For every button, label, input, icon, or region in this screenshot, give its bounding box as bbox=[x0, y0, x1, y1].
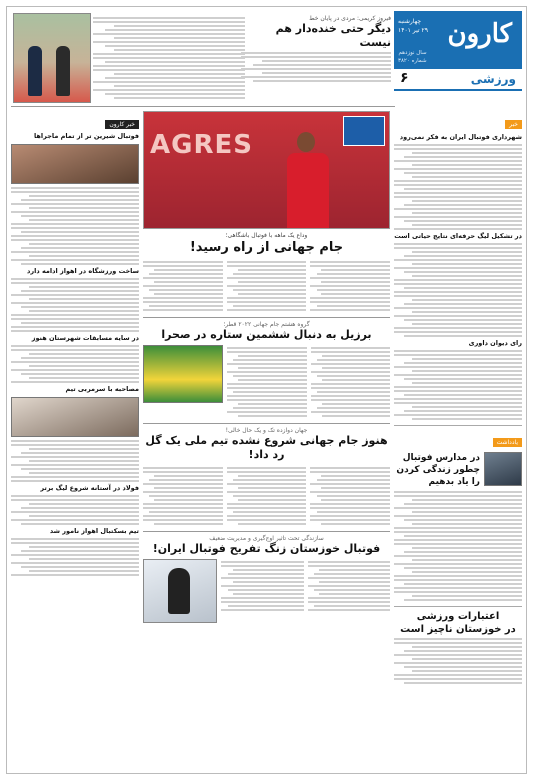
banner-photo bbox=[13, 13, 91, 103]
story-title: فوتبال خوزستان زنگ تفریح فوتبال ایران! bbox=[152, 542, 381, 555]
story-khuzestan bbox=[143, 531, 390, 623]
opinion-piece bbox=[394, 429, 522, 607]
story-row bbox=[143, 345, 390, 419]
author-photo bbox=[484, 452, 522, 486]
player-figure bbox=[283, 132, 329, 229]
bottom-kicker: اعتبارات ورزشی bbox=[416, 611, 500, 622]
story-title: برزیل به دنبال ششمین ستاره در صحرا bbox=[161, 328, 372, 341]
banner-body-columns bbox=[93, 15, 245, 101]
left-item-title: تیم بسکتبال اهواز نامور شد bbox=[49, 527, 139, 535]
interview-photo bbox=[11, 397, 139, 437]
bottom-title: در خوزستان ناچیز است bbox=[400, 624, 516, 635]
player-jersey bbox=[287, 153, 329, 229]
section-bar bbox=[394, 69, 522, 91]
story-brazil bbox=[143, 317, 390, 419]
issue-number: شماره ۳۸۲۰ bbox=[398, 58, 427, 64]
hero-headline: جام جهانی از راه رسید! bbox=[189, 240, 344, 255]
hero-body bbox=[143, 259, 390, 313]
left-item-title: ساخت ورزشگاه در اهواز ادامه دارد bbox=[27, 267, 139, 275]
banner-headline bbox=[241, 15, 391, 84]
person-figure bbox=[28, 46, 42, 96]
left-photo bbox=[11, 144, 139, 184]
left-body bbox=[11, 278, 139, 332]
left-body bbox=[11, 440, 139, 482]
left-body bbox=[11, 345, 139, 383]
date: ۲۹ تیر ۱۴۰۱ bbox=[398, 27, 428, 34]
section-tag: یادداشت bbox=[493, 438, 522, 447]
left-item-title: مصاحبه با سرمربی تیم bbox=[65, 385, 139, 393]
masthead-banner bbox=[394, 11, 522, 69]
left-item-title: در سایه مسابقات شهرستان هنوز bbox=[31, 334, 139, 342]
story-kicker: گروه هشتم جام جهانی ۲۰۲۲ قطر؛ bbox=[223, 321, 310, 328]
issue-meta bbox=[398, 49, 427, 65]
story-body bbox=[143, 465, 390, 527]
banner-kicker: فیروز کریمی: مردی در پایان خط bbox=[309, 15, 391, 22]
left-item-title: فولاد در آستانه شروع لیگ برتر bbox=[40, 484, 139, 492]
section-tag: خبر کارون bbox=[105, 120, 139, 129]
volume: سال نوزدهم bbox=[398, 50, 427, 56]
left-body bbox=[11, 538, 139, 576]
brief-title: شهرداری فوتبال ایران به فکر نمی‌رود bbox=[399, 133, 522, 141]
hero-inset bbox=[343, 116, 385, 146]
hero-kicker: وداع یک ماهه با فوتبال باشگاهی؛ bbox=[225, 232, 308, 239]
weekday: چهارشنبه bbox=[398, 18, 422, 25]
stadium-ad-text: AGRES bbox=[150, 130, 253, 160]
news-briefs bbox=[394, 111, 522, 426]
bottom-body bbox=[394, 638, 522, 684]
left-column bbox=[11, 111, 139, 769]
left-headline: فوتبال شیرین تر از تمام ماجراها bbox=[33, 132, 139, 140]
goalkeeper-photo bbox=[143, 559, 217, 623]
hero-photo bbox=[143, 111, 390, 229]
opinion-title: در مدارس فوتبال چطور زندگی کردن را یاد بدهیم bbox=[396, 453, 480, 487]
brief-body bbox=[394, 144, 522, 230]
profile-block bbox=[394, 452, 522, 488]
goalkeeper-figure bbox=[168, 568, 190, 614]
story-national-team bbox=[143, 423, 390, 527]
page-number: ۶ bbox=[400, 70, 409, 86]
brief-body bbox=[394, 243, 522, 337]
story-kicker: جهان دوازده تک و یک حال خالی! bbox=[225, 427, 308, 434]
left-body bbox=[11, 187, 139, 265]
brief-body bbox=[394, 350, 522, 420]
story-body bbox=[221, 559, 304, 623]
story-title: هنوز جام جهانی شروع نشده تیم ملی یک گل رد داد! bbox=[145, 434, 388, 461]
issue-date bbox=[398, 17, 428, 35]
story-kicker: سازندگی تحت تاثیر اوج‌گیری و مدیریت ضعیف bbox=[209, 535, 324, 542]
banner-body-text bbox=[241, 52, 391, 82]
story-row bbox=[143, 559, 390, 623]
masthead bbox=[394, 11, 522, 107]
newspaper-logo: کارون bbox=[447, 19, 512, 49]
person-figure bbox=[56, 46, 70, 96]
section-label: ورزشی bbox=[470, 72, 516, 86]
top-banner-story bbox=[11, 11, 395, 107]
player-head bbox=[297, 132, 315, 152]
newspaper-page bbox=[6, 6, 527, 774]
right-column bbox=[394, 111, 522, 769]
banner-title: دیگر حتی خنده‌دار هم نیست bbox=[275, 22, 391, 49]
story-body bbox=[227, 345, 307, 419]
brief-title: در تشکیل لیگ حرفه‌ای نتایج حیاتی است bbox=[394, 232, 522, 240]
opinion-body bbox=[394, 491, 522, 601]
center-column bbox=[143, 111, 390, 769]
story-body bbox=[308, 559, 391, 623]
team-photo bbox=[143, 345, 223, 403]
brief-title: رای دیوان داوری bbox=[468, 339, 522, 347]
section-tag: خبر bbox=[505, 120, 522, 129]
story-body bbox=[311, 345, 391, 419]
left-body bbox=[11, 495, 139, 525]
bottom-story bbox=[394, 610, 522, 684]
